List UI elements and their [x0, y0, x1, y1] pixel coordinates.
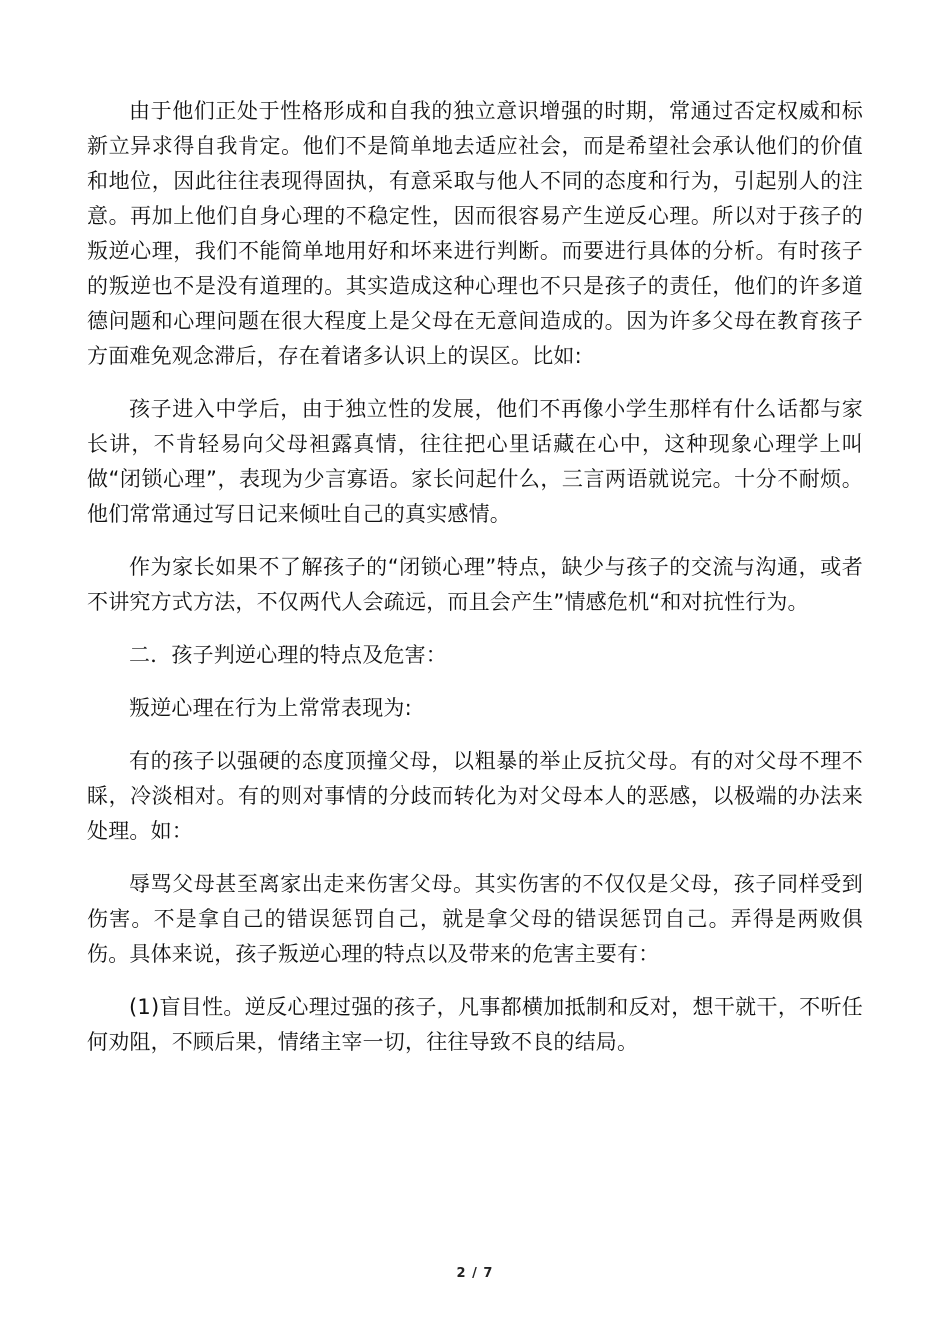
paragraph-7: 辱骂父母甚至离家出走来伤害父母。其实伤害的不仅仅是父母，孩子同样受到伤害。不是拿自己的错误惩罚自己，就是拿父母的错误惩罚自己。弄得是两败俱伤。具体来说，孩子叛逆心理的特点以及带来的危害主要有： — [87, 872, 863, 966]
paragraph-1: 由于他们正处于性格形成和自我的独立意识增强的时期，常通过否定权威和标新立异求得自我肯定。他们不是简单地去适应社会，而是希望社会承认他们的价值和地位，因此往往表现得固执，有意采取与他人不同的态度和行为，引起别人的注意。再加上他们自身心理的不稳定性，因而很容易产生逆反心理。所以对于孩子的叛逆心理，我们不能简单地用好和坏来进行判断。而要进行具体的分析。有时孩子的叛逆也不是没有道理的。其实造成这种心理也不只是孩子的责任，他们的许多道德问题和心理问题在很大程度上是父母在无意间造成的。因为许多父母在教育孩子方面难免观念滞后，存在着诸多认识上的误区。比如: — [87, 99, 863, 368]
page-number: 2 / 7 — [456, 1266, 494, 1281]
paragraph-3: 作为家长如果不了解孩子的“闭锁心理”特点，缺少与孩子的交流与沟通，或者不讲究方式方法，不仅两代人会疏远，而且会产生”情感危机“和对抗性行为。 — [87, 555, 863, 614]
paragraph-8: (1)盲目性。逆反心理过强的孩子，凡事都横加抵制和反对，想干就干，不听任何劝阻，不顾后果，情绪主宰一切，往往导致不良的结局。 — [87, 995, 863, 1054]
section-heading: 二．孩子判逆心理的特点及危害： — [129, 643, 447, 667]
paragraph-6: 有的孩子以强硬的态度顶撞父母，以粗暴的举止反抗父母。有的对父母不理不睬，冷淡相对。有的则对事情的分歧而转化为对父母本人的恶感，以极端的办法来处理。如： — [87, 749, 863, 843]
paragraph-5: 叛逆心理在行为上常常表现为: — [129, 696, 412, 720]
paragraph-2: 孩子进入中学后，由于独立性的发展，他们不再像小学生那样有什么话都与家长讲，不肯轻易向父母袒露真情，往往把心里话藏在心中，这种现象心理学上叫做“闭锁心理”，表现为少言寡语。家长问起什么，三言两语就说完。十分不耐烦。他们常常通过写日记来倾吐自己的真实感情。 — [87, 397, 863, 526]
document-body — [87, 94, 863, 1078]
